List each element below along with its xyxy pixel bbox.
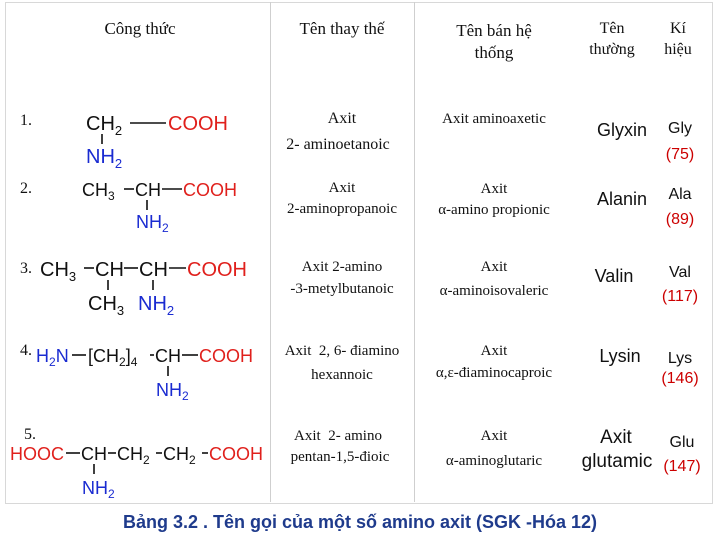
formula-text: NH [136,212,162,232]
formula-text: COOH [209,444,263,464]
formula-glycine [80,108,280,168]
row-number: 4. [20,342,32,359]
svg-text:CH2 [86,113,122,138]
formula-text: [CH [88,346,119,366]
header-substitute-name: Tên thay thế [299,19,385,38]
row-number: 2. [20,180,32,197]
row-number: 1. [20,112,32,129]
semi-systematic-name: Axit [480,181,508,197]
formula-text: NH [86,146,115,168]
svg-text:NH2 [138,293,174,318]
substitute-name: Axit [328,180,356,196]
formula-subscript: 2 [162,221,169,235]
svg-text:[CH2]4 [88,346,138,369]
formula-valine [36,254,276,320]
semi-systematic-name: α-amino propionic [438,202,550,218]
row-number: 5. [24,426,36,443]
molar-mass: (147) [663,458,701,475]
formula-text: CH [88,293,117,315]
formula-text: CH [95,259,124,281]
amino-acid-symbol: Ala [668,186,692,203]
substitute-name: Axit [327,110,357,127]
formula-subscript: 2 [114,123,123,138]
molar-mass: (75) [665,146,695,163]
formula-text: COOH [168,113,228,135]
formula-text: COOH [183,180,237,200]
semi-systematic-name: Axit [480,259,508,275]
formula-text: NH [156,380,182,400]
formula-text: CH [117,444,143,464]
formula-text: NH [138,293,167,315]
svg-text:CH3 [40,259,76,284]
formula-text: ] [125,346,131,366]
formula-alanine [80,176,280,236]
svg-text:CH2 [163,444,196,467]
header-common-line1: Tên [599,20,625,37]
semi-systematic-name: Axit [480,428,508,444]
row-number: 3. [20,260,32,277]
common-name: Axit [600,427,632,448]
common-name: Valin [594,266,634,286]
amino-acid-symbol: Gly [668,120,692,137]
header-semi-systematic-line2: thống [474,43,514,62]
molar-mass: (117) [661,288,699,305]
formula-subscript: 2 [143,453,150,467]
svg-text:NH2 [136,212,169,235]
formula-subscript: 2 [108,487,115,501]
svg-text:CH3 [82,180,115,203]
header-semi-systematic-line1: Tên bán hệ [456,21,532,40]
svg-text:CH3 [88,293,124,318]
formula-subscript: 4 [130,355,138,369]
svg-text:CH2 [117,444,150,467]
svg-text:H2N [36,346,69,369]
header-formula: Công thức [104,19,176,38]
semi-systematic-name: α-aminoisovaleric [439,283,549,299]
formula-text: CH [81,444,107,464]
substitute-name: Axit 2-amino [301,259,383,275]
substitute-name: pentan-1,5-đioic [290,449,390,465]
formula-subscript: 3 [68,269,77,284]
formula-subscript: 2 [166,303,175,318]
formula-subscript: 3 [116,303,125,318]
substitute-name: hexannoic [311,367,373,383]
formula-lysine [34,340,274,406]
formula-subscript: 2 [119,355,126,369]
formula-text: COOH [199,346,253,366]
common-name: Lysin [599,346,641,366]
common-name: glutamic [581,451,653,472]
svg-text:NH2 [156,380,189,403]
header-symbol-line1: Kí [670,20,686,37]
formula-text: CH [155,346,181,366]
svg-text:NH2 [86,146,122,168]
formula-subscript: 2 [189,453,196,467]
formula-text: CH [135,180,161,200]
substitute-name: Axit 2- amino [294,428,382,444]
formula-subscript: 2 [114,156,123,168]
substitute-name: 2-aminopropanoic [287,201,397,217]
semi-systematic-name: α,ε-điaminocaproic [435,365,553,381]
formula-text: CH [86,113,115,135]
formula-text: N [55,346,69,366]
substitute-name: 2- aminoetanoic [286,136,390,153]
common-name: Alanin [596,189,648,209]
formula-text: CH [40,259,69,281]
amino-acid-symbol: Val [669,264,691,281]
amino-acid-symbol: Glu [669,434,695,451]
svg-text:NH2 [82,478,115,501]
formula-text: CH [82,180,108,200]
formula-text: HOOC [10,444,64,464]
formula-text: CH [163,444,189,464]
molar-mass: (146) [661,370,699,387]
semi-systematic-name: Axit [480,343,508,359]
formula-glutamic-acid [8,442,270,504]
semi-systematic-name: α-aminoglutaric [445,453,543,469]
header-symbol-line2: hiệu [664,41,692,58]
formula-text: NH [82,478,108,498]
formula-subscript: 2 [182,389,189,403]
substitute-name: Axit 2, 6- điamino [284,343,400,359]
semi-systematic-name: Axit aminoaxetic [442,111,546,127]
formula-text: H [36,346,49,366]
header-common-line2: thường [589,41,635,58]
formula-subscript: 2 [49,355,56,369]
amino-acid-symbol: Lys [667,350,693,367]
molar-mass: (89) [665,211,695,228]
common-name: Glyxin [596,120,647,140]
formula-text: COOH [187,259,247,281]
formula-subscript: 3 [108,189,115,203]
table-caption: Bảng 3.2 . Tên gọi của một số amino axit (SGK -Hóa 12) [122,512,598,532]
substitute-name: -3-metylbutanoic [290,281,394,297]
formula-text: CH [139,259,168,281]
